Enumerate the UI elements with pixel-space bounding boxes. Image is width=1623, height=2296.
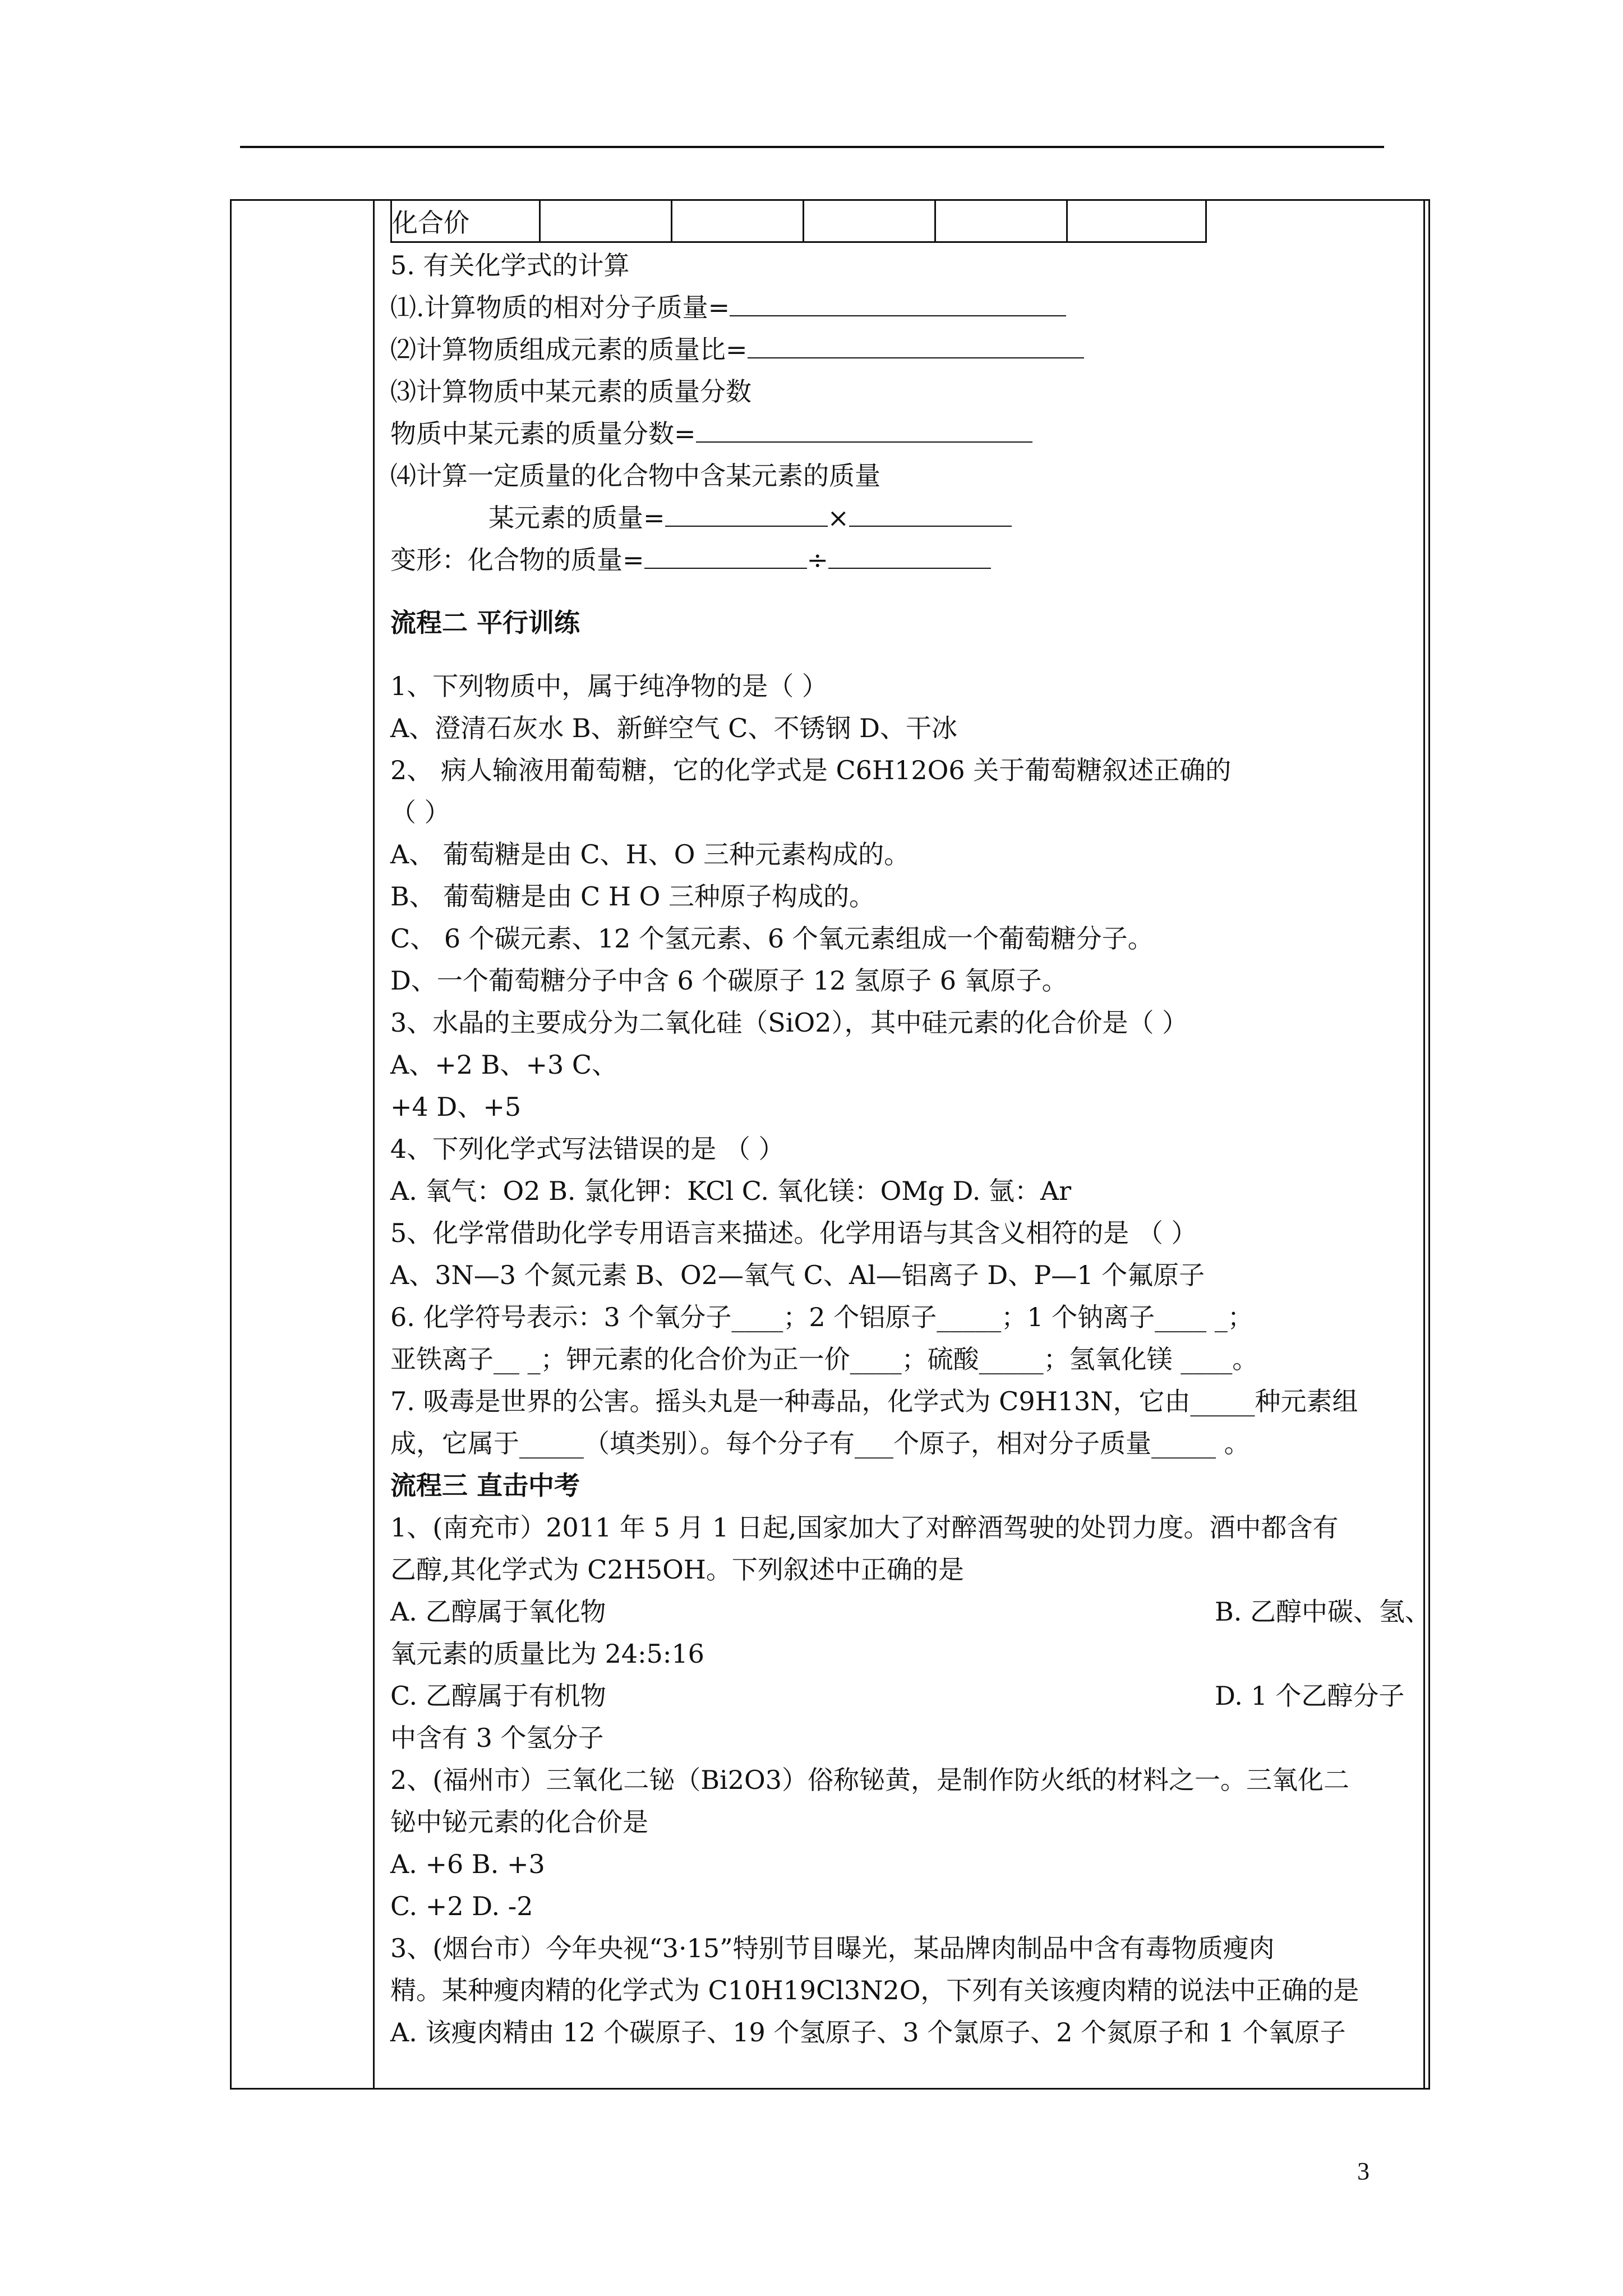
q3: 3、水晶的主要成分为二氧化硅（SiO2），其中硅元素的化合价是（ ）: [390, 1007, 1188, 1038]
answer-blank[interactable]: [644, 543, 807, 569]
valence-cell: [804, 200, 935, 242]
answer-blank[interactable]: [748, 333, 1084, 358]
header-rule: [240, 146, 1384, 148]
valence-table: [390, 199, 1207, 243]
flow2-title: 流程二 平行训练: [390, 608, 580, 638]
calc-line-1: ⑴.计算物质的相对分子质量=: [390, 291, 1066, 324]
q5-options: A、3N—3 个氮元素 B、O2—氧气 C、Al—铝离子 D、P—1 个氟原子: [390, 1260, 1205, 1290]
q5: 5、化学常借助化学专用语言来描述。化学用语与其含义相符的是 （ ）: [390, 1218, 1197, 1248]
p1-line-4: 氧元素的质量比为 24:5:16: [390, 1639, 704, 1669]
p1-line-6: 中含有 3 个氢分子: [390, 1723, 604, 1753]
p2-line-1: 2、(福州市）三氧化二铋（Bi2O3）俗称铋黄，是制作防火纸的材料之一。三氧化二: [390, 1765, 1349, 1795]
answer-blank[interactable]: [730, 291, 1066, 316]
q2-option-b: B、 葡萄糖是由 C H O 三种原子构成的。: [390, 881, 875, 912]
answer-blank[interactable]: [828, 543, 991, 569]
q2-option-d: D、一个葡萄糖分子中含 6 个碳原子 12 氢原子 6 氧原子。: [390, 965, 1068, 996]
p1-line-2: 乙醇,其化学式为 C2H5OH。下列叙述中正确的是: [390, 1554, 964, 1585]
valence-cell: [672, 200, 804, 242]
answer-blank[interactable]: [696, 417, 1032, 443]
valence-cell: [1067, 200, 1206, 242]
p2-options-2: C. +2 D. -2: [390, 1891, 533, 1921]
p3-line-1: 3、(烟台市）今年央视“3·15”特别节目曝光，某品牌肉制品中含有毒物质瘦肉: [390, 1933, 1275, 1963]
calc-line-6: 某元素的质量= ×: [488, 501, 1012, 535]
section5-title: 5. 有关化学式的计算: [390, 250, 630, 280]
q2-option-c: C、 6 个碳元素、12 个氢元素、6 个氧元素组成一个葡萄糖分子。: [390, 923, 1154, 954]
calc-line-2: ⑵计算物质组成元素的质量比=: [390, 333, 1084, 366]
q1: 1、下列物质中，属于纯净物的是（ ）: [390, 671, 828, 701]
answer-blank[interactable]: [665, 501, 828, 527]
column-divider-right: [1423, 201, 1425, 2088]
q7-line-2: 成，它属于_____（填类别）。每个分子有___个原子，相对分子质量_____ 。: [390, 1428, 1250, 1458]
q2-option-a: A、 葡萄糖是由 C、H、O 三种元素构成的。: [390, 839, 910, 869]
q2-paren: （ ）: [390, 797, 450, 827]
valence-label: 化合价: [391, 200, 540, 242]
p1-option-c: C. 乙醇属于有机物: [390, 1681, 606, 1711]
answer-blank[interactable]: [849, 501, 1012, 527]
flow3-title: 流程三 直击中考: [390, 1470, 580, 1501]
q3-options-2: +4 D、+5: [390, 1092, 522, 1122]
column-divider: [373, 201, 375, 2088]
valence-cell: [540, 200, 672, 242]
valence-cell: [935, 200, 1067, 242]
p1-line-1: 1、(南充市）2011 年 5 月 1 日起,国家加大了对醉酒驾驶的处罚力度。酒中都含有: [390, 1512, 1339, 1543]
p1-option-b: B. 乙醇中碳、氢、: [1215, 1596, 1431, 1627]
table-row: [391, 200, 1206, 242]
q3-options-1: A、+2 B、+3 C、: [390, 1050, 618, 1080]
p3-line-2: 精。某种瘦肉精的化学式为 C10H19Cl3N2O，下列有关该瘦肉精的说法中正确的是: [390, 1975, 1359, 2005]
q6-line-2: 亚铁离子__ _；钾元素的化合价为正一价____；硫酸_____；氢氧化镁 ____。: [390, 1344, 1258, 1374]
calc-line-4: 物质中某元素的质量分数=: [390, 417, 1032, 450]
q2: 2、 病人输液用葡萄糖，它的化学式是 C6H12O6 关于葡萄糖叙述正确的: [390, 755, 1232, 785]
q7-line-1: 7. 吸毒是世界的公害。摇头丸是一种毒品，化学式为 C9H13N，它由_____种元素组: [390, 1386, 1358, 1416]
calc-line-3: ⑶计算物质中某元素的质量分数: [390, 376, 751, 407]
q4-options: A. 氧气：O2 B. 氯化钾：KCl C. 氧化镁：OMg D. 氩：Ar: [390, 1176, 1072, 1206]
p2-options-1: A. +6 B. +3: [390, 1849, 545, 1879]
calc-line-5: ⑷计算一定质量的化合物中含某元素的质量: [390, 461, 880, 491]
p2-line-2: 铋中铋元素的化合价是: [390, 1807, 648, 1837]
q4: 4、下列化学式写法错误的是 （ ）: [390, 1134, 785, 1164]
calc-line-7: 变形：化合物的质量= ÷: [390, 543, 991, 577]
p1-option-a: A. 乙醇属于氧化物: [390, 1596, 606, 1627]
p1-option-d: D. 1 个乙醇分子: [1215, 1681, 1405, 1711]
q6-line-1: 6. 化学符号表示：3 个氧分子____；2 个铝原子_____；1 个钠离子____ _；: [390, 1302, 1253, 1332]
p3-line-3: A. 该瘦肉精由 12 个碳原子、19 个氢原子、3 个氯原子、2 个氮原子和 1 个氧原子: [390, 2017, 1346, 2047]
q1-options: A、澄清石灰水 B、新鲜空气 C、不锈钢 D、干冰: [390, 713, 957, 743]
page-number: 3: [1357, 2157, 1370, 2185]
